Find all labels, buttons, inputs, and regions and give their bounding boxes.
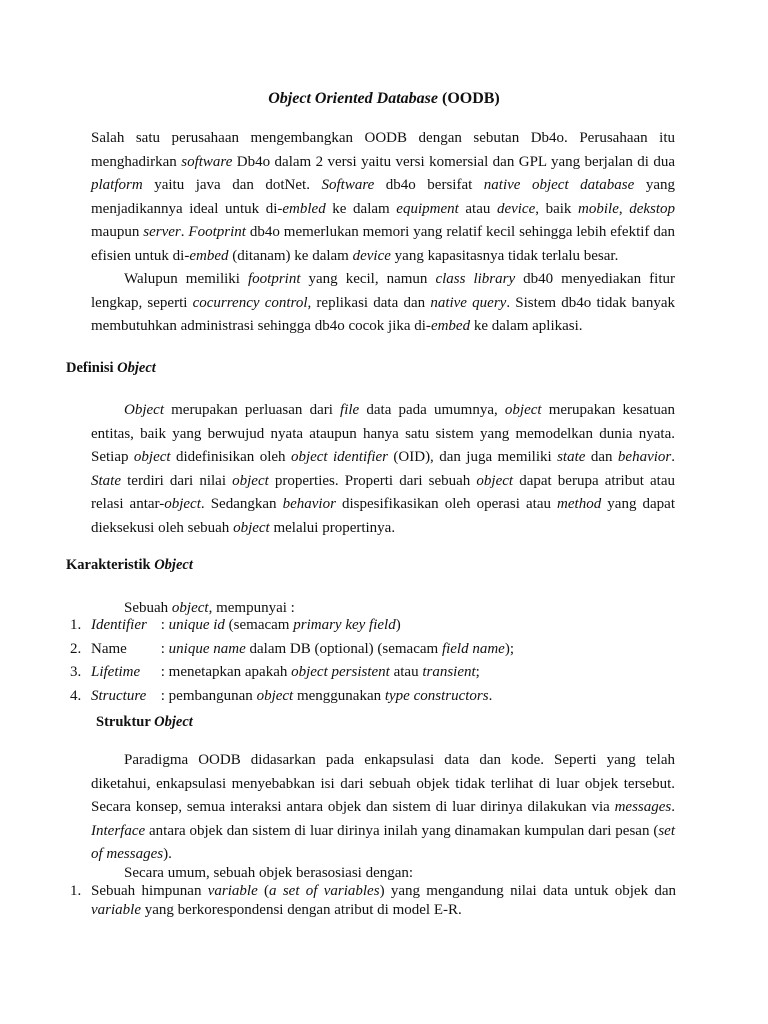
list-text: [157, 641, 514, 657]
text-run: );: [504, 640, 515, 657]
text-run: , baik: [535, 200, 579, 217]
italic-run: embed: [430, 318, 471, 334]
intro-section: [91, 127, 675, 339]
list-item: [66, 661, 676, 685]
italic-run: transient: [422, 664, 476, 680]
text-run: yang dapat dieksekusi oleh sebuah: [91, 496, 675, 536]
text-run: ) yang mengandung nilai data untuk objek dan: [379, 883, 677, 899]
text-run: Walupun memiliki: [124, 271, 248, 287]
intro-paragraph-2: [91, 268, 675, 339]
text-run: dalam DB (optional) (semacam: [245, 640, 442, 657]
text-run: , replikasi data dan: [307, 294, 431, 311]
italic-run: object: [504, 402, 542, 418]
definisi-paragraph: [91, 399, 675, 540]
title-suffix: (OODB): [437, 90, 500, 107]
italic-run: native query: [430, 294, 507, 311]
list-number: 2.: [70, 640, 82, 657]
italic-run: class library: [435, 271, 516, 287]
italic-run: object persistent: [291, 664, 390, 680]
definisi-heading: [66, 358, 156, 378]
text-run: .: [488, 687, 493, 704]
text-run: yang kapasitasnya tidak terlalu besar.: [390, 247, 619, 264]
text-run: dispesifikasikan oleh operasi atau: [335, 496, 558, 512]
text-run: menggunakan: [293, 687, 385, 704]
italic-run: variable: [91, 902, 141, 918]
definisi-section: [91, 399, 675, 540]
karakteristik-list: [66, 614, 676, 708]
list-text: [157, 664, 480, 680]
italic-run: behavior: [282, 496, 336, 512]
list-text: [91, 883, 676, 918]
list-number: 1.: [70, 883, 82, 899]
page-title: [0, 88, 768, 110]
italic-run: file: [340, 402, 360, 418]
text-run: ,: [618, 200, 630, 217]
italic-run: mobile: [578, 200, 619, 217]
text-run: (OID), dan juga memiliki: [388, 449, 558, 465]
text-run: (ditanam) ke dalam: [228, 247, 353, 264]
italic-run: footprint: [247, 271, 301, 287]
list-item: [66, 882, 676, 920]
list-term: Lifetime: [91, 664, 141, 680]
italic-run: unique id: [168, 617, 225, 633]
text-run: terdiri dari nilai: [121, 472, 233, 489]
italic-run: object: [232, 472, 269, 489]
list-item: [66, 638, 676, 662]
text-run: atau: [458, 200, 497, 217]
text-run: Paradigma OODB didasarkan pada enkapsulasi data dan kode. Seperti yang telah diketahui, enkapsulasi menyebabkan isi dari sebuah objek tidak terlihat di luar objek tersebut. Secara konsep, semua interaksi antara objek dan sistem di luar dirinya dilakukan via: [91, 752, 675, 815]
italic-run: Interface: [91, 822, 146, 839]
list-number: 1.: [70, 617, 82, 633]
title-main: Object Oriented Database: [268, 90, 438, 107]
text-run: maupun: [91, 224, 144, 240]
text-run: .: [671, 449, 675, 465]
italic-run: server: [143, 224, 181, 240]
struktur-section: [91, 749, 675, 867]
text-run: .: [671, 799, 675, 815]
text-run: melalui propertinya.: [269, 519, 396, 536]
text-run: :: [157, 617, 169, 633]
text-run: data pada umumnya,: [359, 402, 505, 418]
text-run: :: [157, 640, 169, 657]
text-run: Struktur: [96, 714, 155, 730]
italic-run: object: [164, 496, 201, 512]
text-run: , mempunyai :: [208, 600, 295, 616]
italic-run: Object: [154, 714, 193, 730]
italic-run: messages: [614, 799, 672, 815]
text-run: merupakan kesatuan entitas, baik yang berwujud nyata ataupun hanya satu sistem yang memodelkan dunia nyata. Setiap: [91, 402, 675, 465]
italic-run: type constructors: [384, 687, 489, 704]
list-term: Identifier: [91, 617, 147, 633]
text-run: db4o memerlukan memori yang relatif kecil sehingga lebih efektif dan efisien untuk di-: [91, 224, 675, 264]
struktur-list: [66, 882, 676, 920]
italic-run: cocurrency control: [192, 294, 308, 311]
italic-run: platform: [91, 177, 143, 193]
text-run: didefinisikan oleh: [170, 449, 291, 465]
italic-run: native object database: [483, 177, 635, 193]
text-run: : pembangunan: [157, 687, 257, 704]
text-run: Karakteristik: [66, 557, 155, 573]
text-run: ): [395, 617, 401, 633]
italic-run: a set of variables: [269, 883, 380, 899]
list-number: 4.: [70, 687, 82, 704]
text-run: . Sistem db4o tidak banyak membutuhkan administrasi sehingga db4o cocok jika di-: [91, 294, 675, 334]
italic-run: equipment: [396, 200, 459, 217]
text-run: yang kecil, namun: [300, 271, 436, 287]
italic-run: variable: [207, 883, 258, 899]
list-text: [157, 617, 401, 633]
text-run: merupakan perluasan dari: [163, 402, 341, 418]
italic-run: Object: [117, 360, 156, 376]
italic-run: Software: [321, 177, 375, 193]
italic-run: field name: [441, 640, 505, 657]
italic-run: dekstop: [629, 200, 676, 217]
italic-run: unique name: [168, 640, 246, 657]
text-run: yang berkorespondensi dengan atribut di model E-R.: [141, 902, 462, 918]
text-run: yang menjadikannya ideal untuk di-: [91, 177, 675, 217]
list-item: [66, 685, 676, 709]
text-run: ke dalam aplikasi.: [470, 318, 583, 334]
italic-run: set of messages: [91, 822, 675, 862]
struktur-paragraph-2: [91, 864, 675, 883]
text-run: . Sedangkan: [200, 496, 283, 512]
italic-run: embled: [282, 200, 326, 217]
italic-run: method: [557, 496, 602, 512]
text-run: ke dalam: [325, 200, 397, 217]
text-run: antara objek dan sistem di luar dirinya inilah yang dinamakan kumpulan dari pesan (: [145, 822, 659, 839]
italic-run: state: [557, 449, 586, 465]
list-item: [66, 614, 676, 638]
italic-run: object: [133, 449, 171, 465]
struktur-paragraph-1: [91, 749, 675, 867]
text-run: Secara umum, sebuah objek berasosiasi dengan:: [124, 865, 414, 881]
text-run: Sebuah himpunan: [91, 883, 208, 899]
text-run: ;: [475, 664, 480, 680]
italic-run: object: [233, 519, 270, 536]
text-run: Sebuah: [124, 600, 172, 616]
text-run: Db4o dalam 2 versi yaitu versi komersial dan GPL yang berjalan di dua: [232, 153, 675, 170]
text-run: db4o bersifat: [374, 177, 484, 193]
text-run: : menetapkan apakah: [157, 664, 292, 680]
text-run: (semacam: [224, 617, 294, 633]
italic-run: software: [181, 153, 233, 170]
italic-run: device: [496, 200, 536, 217]
list-text: [157, 688, 492, 704]
text-run: .: [180, 224, 189, 240]
text-run: Salah satu perusahaan mengembangkan OODB dengan sebutan Db4o. Perusahaan itu menghadirkan: [91, 130, 675, 170]
struktur-heading: [96, 712, 193, 732]
italic-run: object identifier: [290, 449, 388, 465]
italic-run: primary key field: [293, 617, 396, 633]
italic-run: object: [476, 472, 514, 489]
italic-run: object: [256, 687, 294, 704]
list-number: 3.: [70, 664, 82, 680]
intro-paragraph-1: [91, 127, 675, 268]
karakteristik-heading: [66, 555, 193, 575]
list-term: Structure: [91, 687, 147, 704]
struktur-intro-2: [91, 864, 675, 883]
text-run: Definisi: [66, 360, 118, 376]
italic-run: embed: [189, 247, 229, 264]
italic-run: behavior: [617, 449, 672, 465]
text-run: dapat berupa atribut atau relasi antar-: [91, 472, 675, 512]
text-run: ).: [163, 846, 172, 862]
text-run: dan: [585, 449, 618, 465]
italic-run: Object: [154, 557, 193, 573]
text-run: yaitu java dan dotNet.: [142, 177, 322, 193]
italic-run: device: [352, 247, 391, 264]
italic-run: State: [91, 472, 121, 489]
text-run: db40 menyediakan fitur lengkap, seperti: [91, 271, 675, 311]
text-run: properties. Properti dari sebuah: [268, 472, 477, 489]
italic-run: Footprint: [188, 224, 246, 240]
text-run: (: [257, 883, 270, 899]
italic-run: object: [171, 600, 209, 616]
list-term: Name: [91, 640, 127, 657]
text-run: atau: [389, 664, 423, 680]
italic-run: Object: [124, 402, 164, 418]
